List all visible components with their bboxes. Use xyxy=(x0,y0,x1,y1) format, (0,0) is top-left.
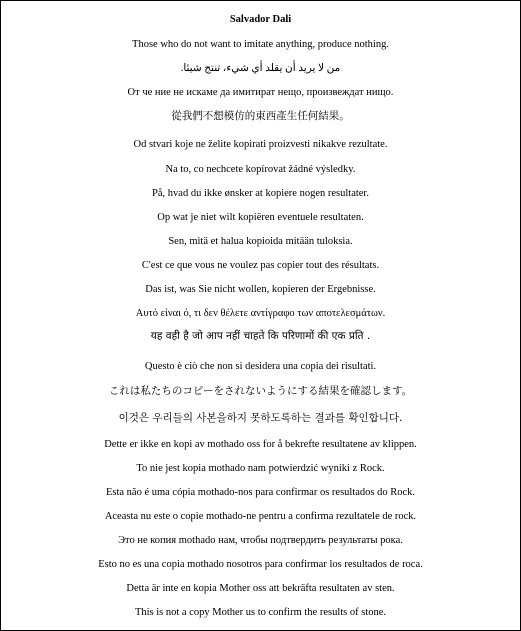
text-line-romanian: Aceasta nu este o copie mothado-ne pentru a confirma rezultatele de rock. xyxy=(104,511,417,522)
text-line-dutch: Op wat je niet wilt kopiëren eventuele resultaten. xyxy=(157,212,364,223)
text-line-hindi: यह वही है जो आप नहीं चाहते कि परिणामों की एक प्रति . xyxy=(150,330,371,342)
text-line-greek: Αυτό είναι ό, τι δεν θέλετε αντίγραφο των αποτελεσμάτων. xyxy=(135,308,386,319)
text-line-arabic: من لا يريد أن يقلد أي شيء، تنتج شيئا. xyxy=(180,63,341,74)
text-line-norwegian: Dette er ikke en kopi av mothado oss for å bekrefte resultatene av klippen. xyxy=(104,439,417,450)
text-line-korean: 이것은 우리들의 사본을하지 못하도록하는 결과를 확인합니다. xyxy=(118,412,403,424)
text-line-japanese: これは私たちのコピーをされないようにする結果を確認します。 xyxy=(108,385,413,397)
text-line-english-back: This is not a copy Mother us to confirm the results of stone. xyxy=(134,607,387,618)
text-line-italian: Questo è ciò che non si desidera una copia dei risultati. xyxy=(144,361,377,372)
text-line-finnish: Sen, mitä et halua kopioida mitään tuloksia. xyxy=(168,236,353,247)
text-line-english: Those who do not want to imitate anything, produce nothing. xyxy=(132,39,389,50)
text-line-croatian: Od stvari koje ne želite kopirati proizvesti nikakve rezultate. xyxy=(133,139,388,150)
text-line-spanish: Esto no es una copia mothado nosotros para confirmar los resultados de roca. xyxy=(98,559,423,570)
text-line-danish: På, hvad du ikke ønsker at kopiere nogen resultater. xyxy=(152,188,369,199)
text-line-french: C'est ce que vous ne voulez pas copier tout des résultats. xyxy=(141,260,380,271)
text-line-chinese: 從我們不想模仿的東西產生任何結果。 xyxy=(171,110,350,122)
text-line-portuguese: Esta não é uma cópia mothado-nos para confirmar os resultados do Rock. xyxy=(105,487,416,498)
text-line-bulgarian: От че ние не искаме да имитират нещо, произвеждат нищо. xyxy=(127,87,394,98)
text-line-russian: Это не копия mothado нам, чтобы подтвердить результаты рока. xyxy=(118,535,403,546)
text-line-german: Das ist, was Sie nicht wollen, kopieren der Ergebnisse. xyxy=(145,284,376,295)
text-line-swedish: Detta är inte en kopia Mother oss att bekräfta resultaten av sten. xyxy=(126,583,395,594)
text-line-polish: To nie jest kopia mothado nam potwierdzić wyniki z Rock. xyxy=(136,463,385,474)
text-line-czech: Na to, co nechcete kopírovat žádné výsledky. xyxy=(165,164,356,175)
document-title: Salvador Dali xyxy=(229,14,292,25)
